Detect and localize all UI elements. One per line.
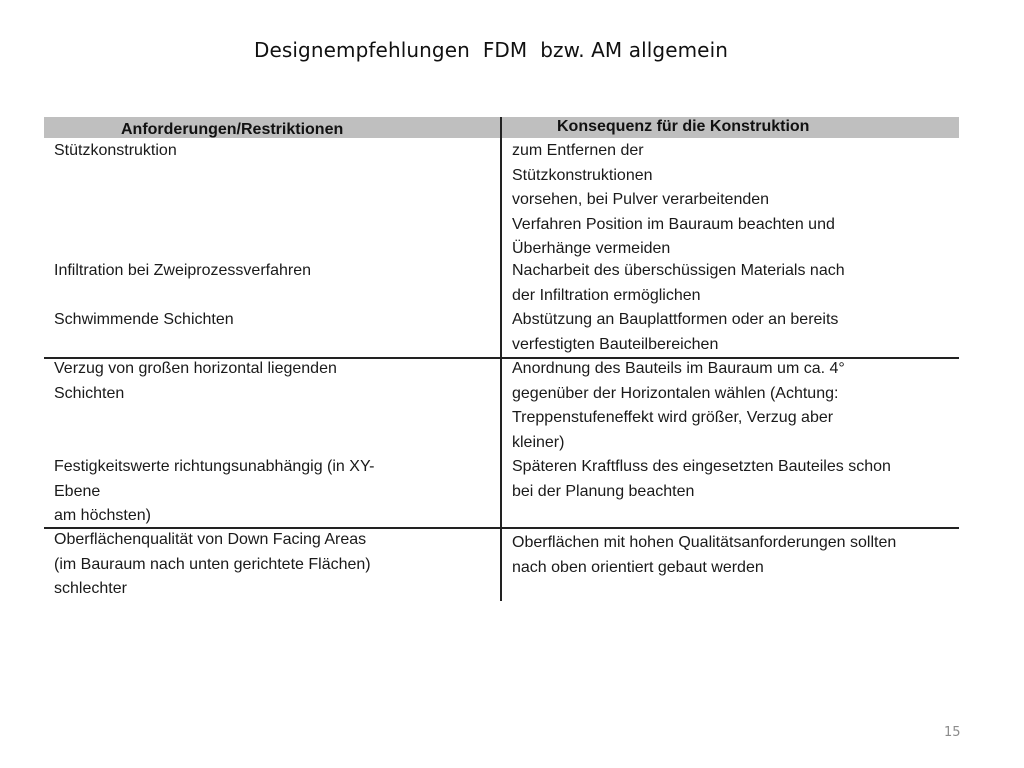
requirement-cell-floating-layers: Schwimmende Schichten — [54, 311, 234, 328]
requirement-cell-supports: Stützkonstruktion — [54, 142, 177, 159]
slide-page-number: 15 — [944, 725, 961, 740]
consequence-cell-strength: Späteren Kraftfluss des eingesetzten Bauteiles schon bei der Planung beachten — [512, 458, 891, 500]
requirement-cell-warping: Verzug von großen horizontal liegenden Schichten — [54, 360, 337, 402]
consequence-cell-down-facing: Oberflächen mit hohen Qualitätsanforderungen sollten nach oben orientiert gebaut werden — [512, 534, 897, 576]
requirement-cell-strength: Festigkeitswerte richtungsunabhängig (in XY- Ebene am höchsten) — [54, 458, 375, 524]
header-requirements: Anforderungen/Restriktionen — [121, 121, 344, 138]
consequence-cell-warping: Anordnung des Bauteils im Bauraum um ca. 4° gegenüber der Horizontalen wählen (Achtung: Treppenstufeneffekt wird größer, Verzug aber kleiner) — [512, 360, 845, 451]
slide-title: Designempfehlungen FDM bzw. AM allgemein — [253, 38, 729, 62]
consequence-cell-floating-layers: Abstützung an Bauplattformen oder an bereits verfestigten Bauteilbereichen — [512, 311, 839, 353]
consequence-cell-infiltration: Nacharbeit des überschüssigen Materials nach der Infiltration ermöglichen — [512, 262, 845, 304]
consequence-cell-supports: zum Entfernen der Stützkonstruktionen vorsehen, bei Pulver verarbeitenden Verfahren Position im Bauraum beachten und Überhänge vermeiden — [512, 142, 835, 257]
requirement-cell-down-facing: Oberflächenqualität von Down Facing Areas (im Bauraum nach unten gerichtete Flächen) schlechter — [54, 531, 371, 597]
requirement-cell-infiltration: Infiltration bei Zweiprozessverfahren — [54, 262, 312, 279]
requirements-table — [44, 117, 959, 601]
header-consequences: Konsequenz für die Konstruktion — [557, 118, 810, 135]
